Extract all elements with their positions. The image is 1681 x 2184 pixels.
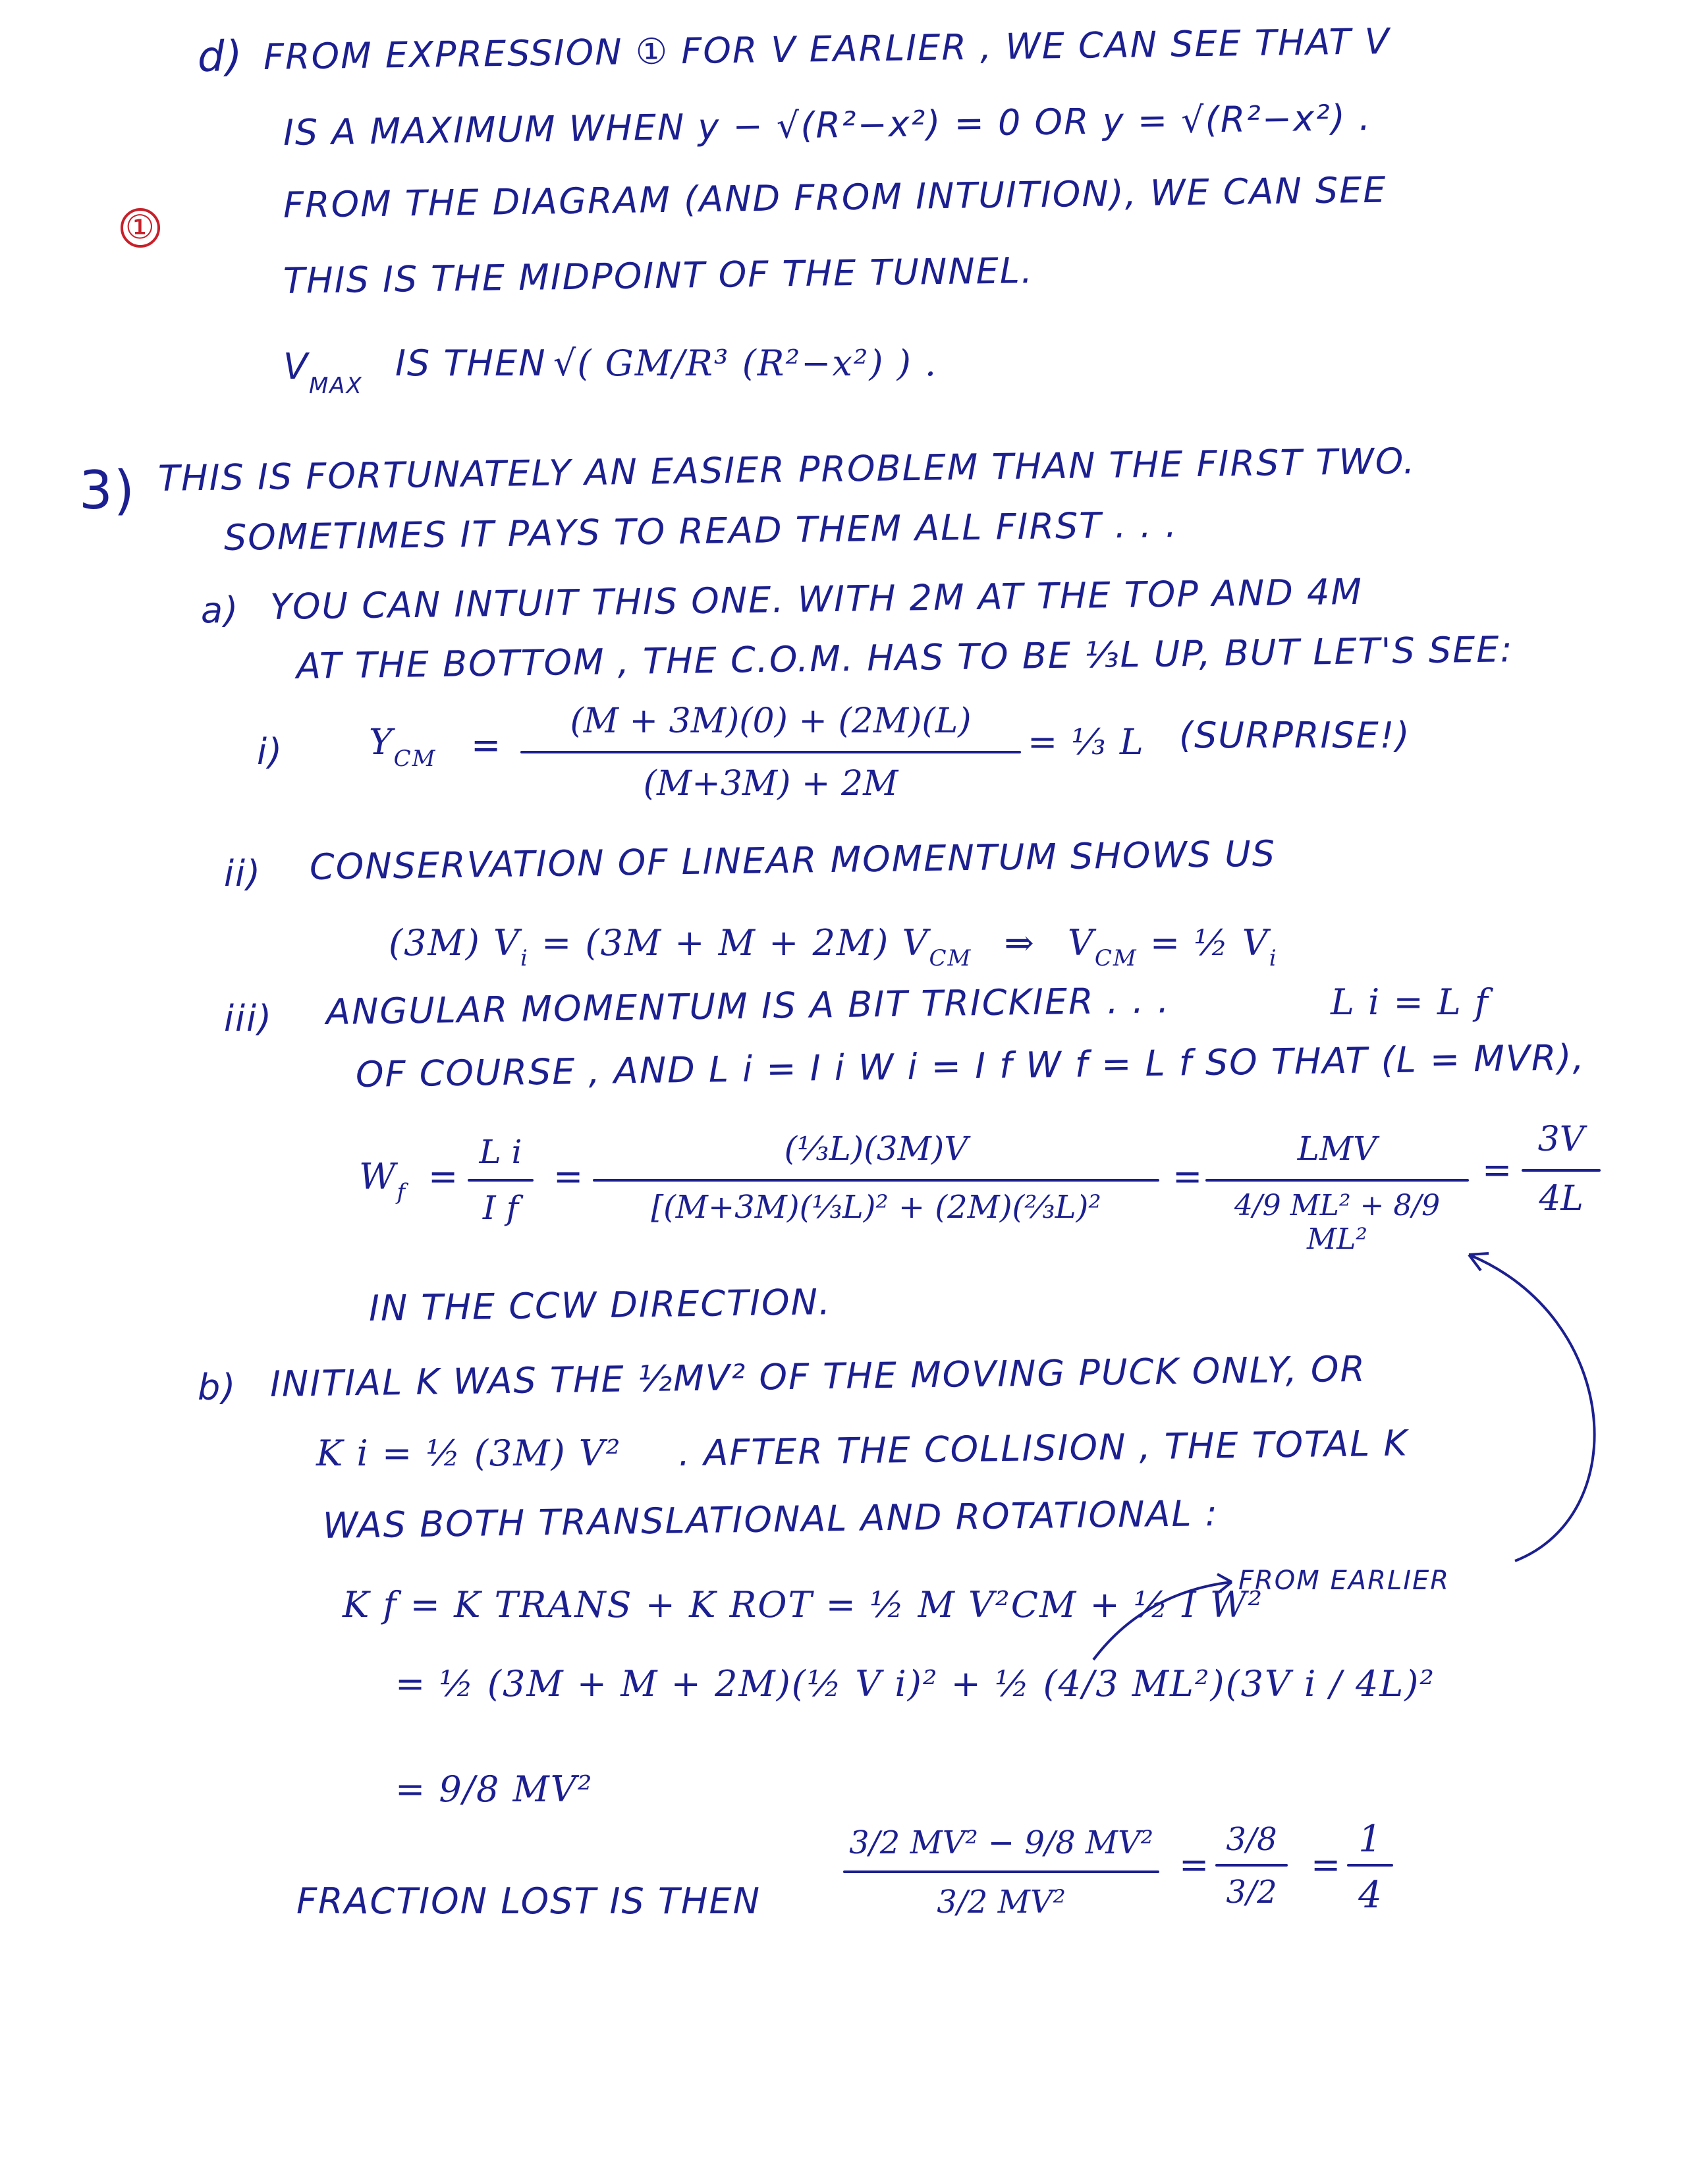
ycm-lhs: $Y_{CM}$ xyxy=(369,721,437,772)
part-a-iii-line1: ANGULAR MOMENTUM IS A BIT TRICKIER . . . xyxy=(325,979,1171,1033)
vmax-label: $V_{MAX}$ xyxy=(283,346,363,399)
part-d-line2: IS A MAXIMUM WHEN y − √(R²−x²) = 0 OR y = √(R²−x²) . xyxy=(283,96,1372,153)
wf-eq3: = xyxy=(1172,1156,1204,1197)
part-a-label: a) xyxy=(201,589,240,631)
vmax-expression: √( GM/R³ (R²−x²) ) . xyxy=(553,342,938,384)
part-a-line2: AT THE BOTTOM , THE C.O.M. HAS TO BE ⅓L UP, BUT LET'S SEE: xyxy=(296,628,1514,687)
wf-frac2-num: (⅓L)(3M)V xyxy=(784,1130,968,1168)
wf-eq1: = xyxy=(428,1156,460,1197)
fraction-eq2: = xyxy=(1311,1844,1342,1886)
part-a-ii-line1: CONSERVATION OF LINEAR MOMENTUM SHOWS US xyxy=(309,833,1277,888)
from-earlier-arrow xyxy=(1469,1255,1595,1561)
margin-mark-circle xyxy=(122,209,159,246)
fraction-result-num: 1 xyxy=(1358,1818,1382,1861)
part-a-ii-label: ii) xyxy=(224,853,262,894)
part-a-iii-label: iii) xyxy=(224,998,273,1039)
part-b-line3: WAS BOTH TRANSLATIONAL AND ROTATIONAL : xyxy=(322,1492,1219,1546)
part-a-iii-line2: OF COURSE , AND L i = I i W i = I f W f = L f SO THAT (L = MVR), xyxy=(355,1036,1585,1095)
wf-frac1-den: I f xyxy=(482,1189,519,1227)
problem-3-label: 3) xyxy=(79,460,136,521)
kf-equation: K f = K TRANS + K ROT = ½ M V²CM + ½ I W² xyxy=(343,1584,1264,1625)
fraction-mid-den: 3/2 xyxy=(1226,1874,1277,1911)
fraction-lost-num: 3/2 MV² − 9/8 MV² xyxy=(849,1824,1153,1861)
fraction-result-den: 4 xyxy=(1358,1874,1382,1917)
wf-frac4-den: 4L xyxy=(1539,1179,1584,1218)
problem-3-intro1: THIS IS FORTUNATELY AN EASIER PROBLEM THAN THE FIRST TWO. xyxy=(157,440,1416,499)
ycm-equals: = xyxy=(471,724,503,766)
fraction-lost-label: FRACTION LOST IS THEN xyxy=(296,1880,761,1922)
kf-line2: = ½ (3M + M + 2M)(½ V i)² + ½ (4/3 ML²)(3V i / 4L)² xyxy=(395,1663,1435,1705)
ccw-direction: IN THE CCW DIRECTION. xyxy=(368,1281,832,1329)
part-b-line1: INITIAL K WAS THE ½MV² OF THE MOVING PUCK ONLY, OR xyxy=(269,1348,1367,1405)
vmax-text: IS THEN xyxy=(395,342,547,384)
part-d-line1: FROM EXPRESSION ① FOR V EARLIER , WE CAN SEE THAT V xyxy=(263,20,1391,78)
ycm-result: = ⅓ L xyxy=(1028,721,1145,763)
wf-eq4: = xyxy=(1482,1149,1514,1191)
part-a-iii-line1-eq: L i = L f xyxy=(1331,981,1489,1023)
part-d-label: d) xyxy=(197,32,244,82)
part-b-label: b) xyxy=(198,1367,237,1408)
part-a-line1: YOU CAN INTUIT THIS ONE. WITH 2M AT THE TOP AND 4M xyxy=(269,570,1364,628)
fraction-eq1: = xyxy=(1179,1844,1211,1886)
part-d-line4: THIS IS THE MIDPOINT OF THE TUNNEL. xyxy=(283,250,1034,302)
wf-frac1-num: L i xyxy=(479,1133,522,1171)
wf-frac4-num: 3V xyxy=(1537,1120,1585,1159)
fraction-lost-den: 3/2 MV² xyxy=(937,1884,1066,1921)
wf-frac3-num: LMV xyxy=(1297,1130,1377,1168)
wf-eq2: = xyxy=(553,1156,585,1197)
part-a-i-label: i) xyxy=(257,731,284,773)
wf-frac3-den: 4/9 ML² + 8/9 ML² xyxy=(1234,1189,1441,1256)
fraction-mid-num: 3/8 xyxy=(1226,1821,1277,1858)
part-b-line2-text: . AFTER THE COLLISION , THE TOTAL K xyxy=(678,1422,1409,1474)
kf-pointer-arrow xyxy=(1093,1582,1232,1660)
wf-lhs: $W_f$ xyxy=(359,1156,407,1205)
ycm-note: (SURPRISE!) xyxy=(1179,715,1411,756)
margin-mark-icon: ① xyxy=(125,208,156,246)
wf-frac2-den: [(M+3M)(⅓L)² + (2M)(⅔L)² xyxy=(651,1189,1101,1226)
problem-3-intro2: SOMETIMES IT PAYS TO READ THEM ALL FIRST . . . xyxy=(223,503,1178,559)
ycm-numerator: (M + 3M)(0) + (2M)(L) xyxy=(570,701,972,741)
part-d-line3: FROM THE DIAGRAM (AND FROM INTUITION), WE CAN SEE xyxy=(283,169,1387,226)
kf-line3: = 9/8 MV² xyxy=(395,1768,593,1810)
momentum-equation: (3M) $V_i = (3M + M + 2M)$ $V_{CM}$ ⇒ $V_{CM}$ = ½ $V_i$ xyxy=(389,922,1278,971)
from-earlier-note: FROM EARLIER xyxy=(1238,1566,1450,1596)
ycm-denominator: (M+3M) + 2M xyxy=(643,764,898,804)
part-b-ki-eq: K i = ½ (3M) V² xyxy=(316,1433,622,1474)
